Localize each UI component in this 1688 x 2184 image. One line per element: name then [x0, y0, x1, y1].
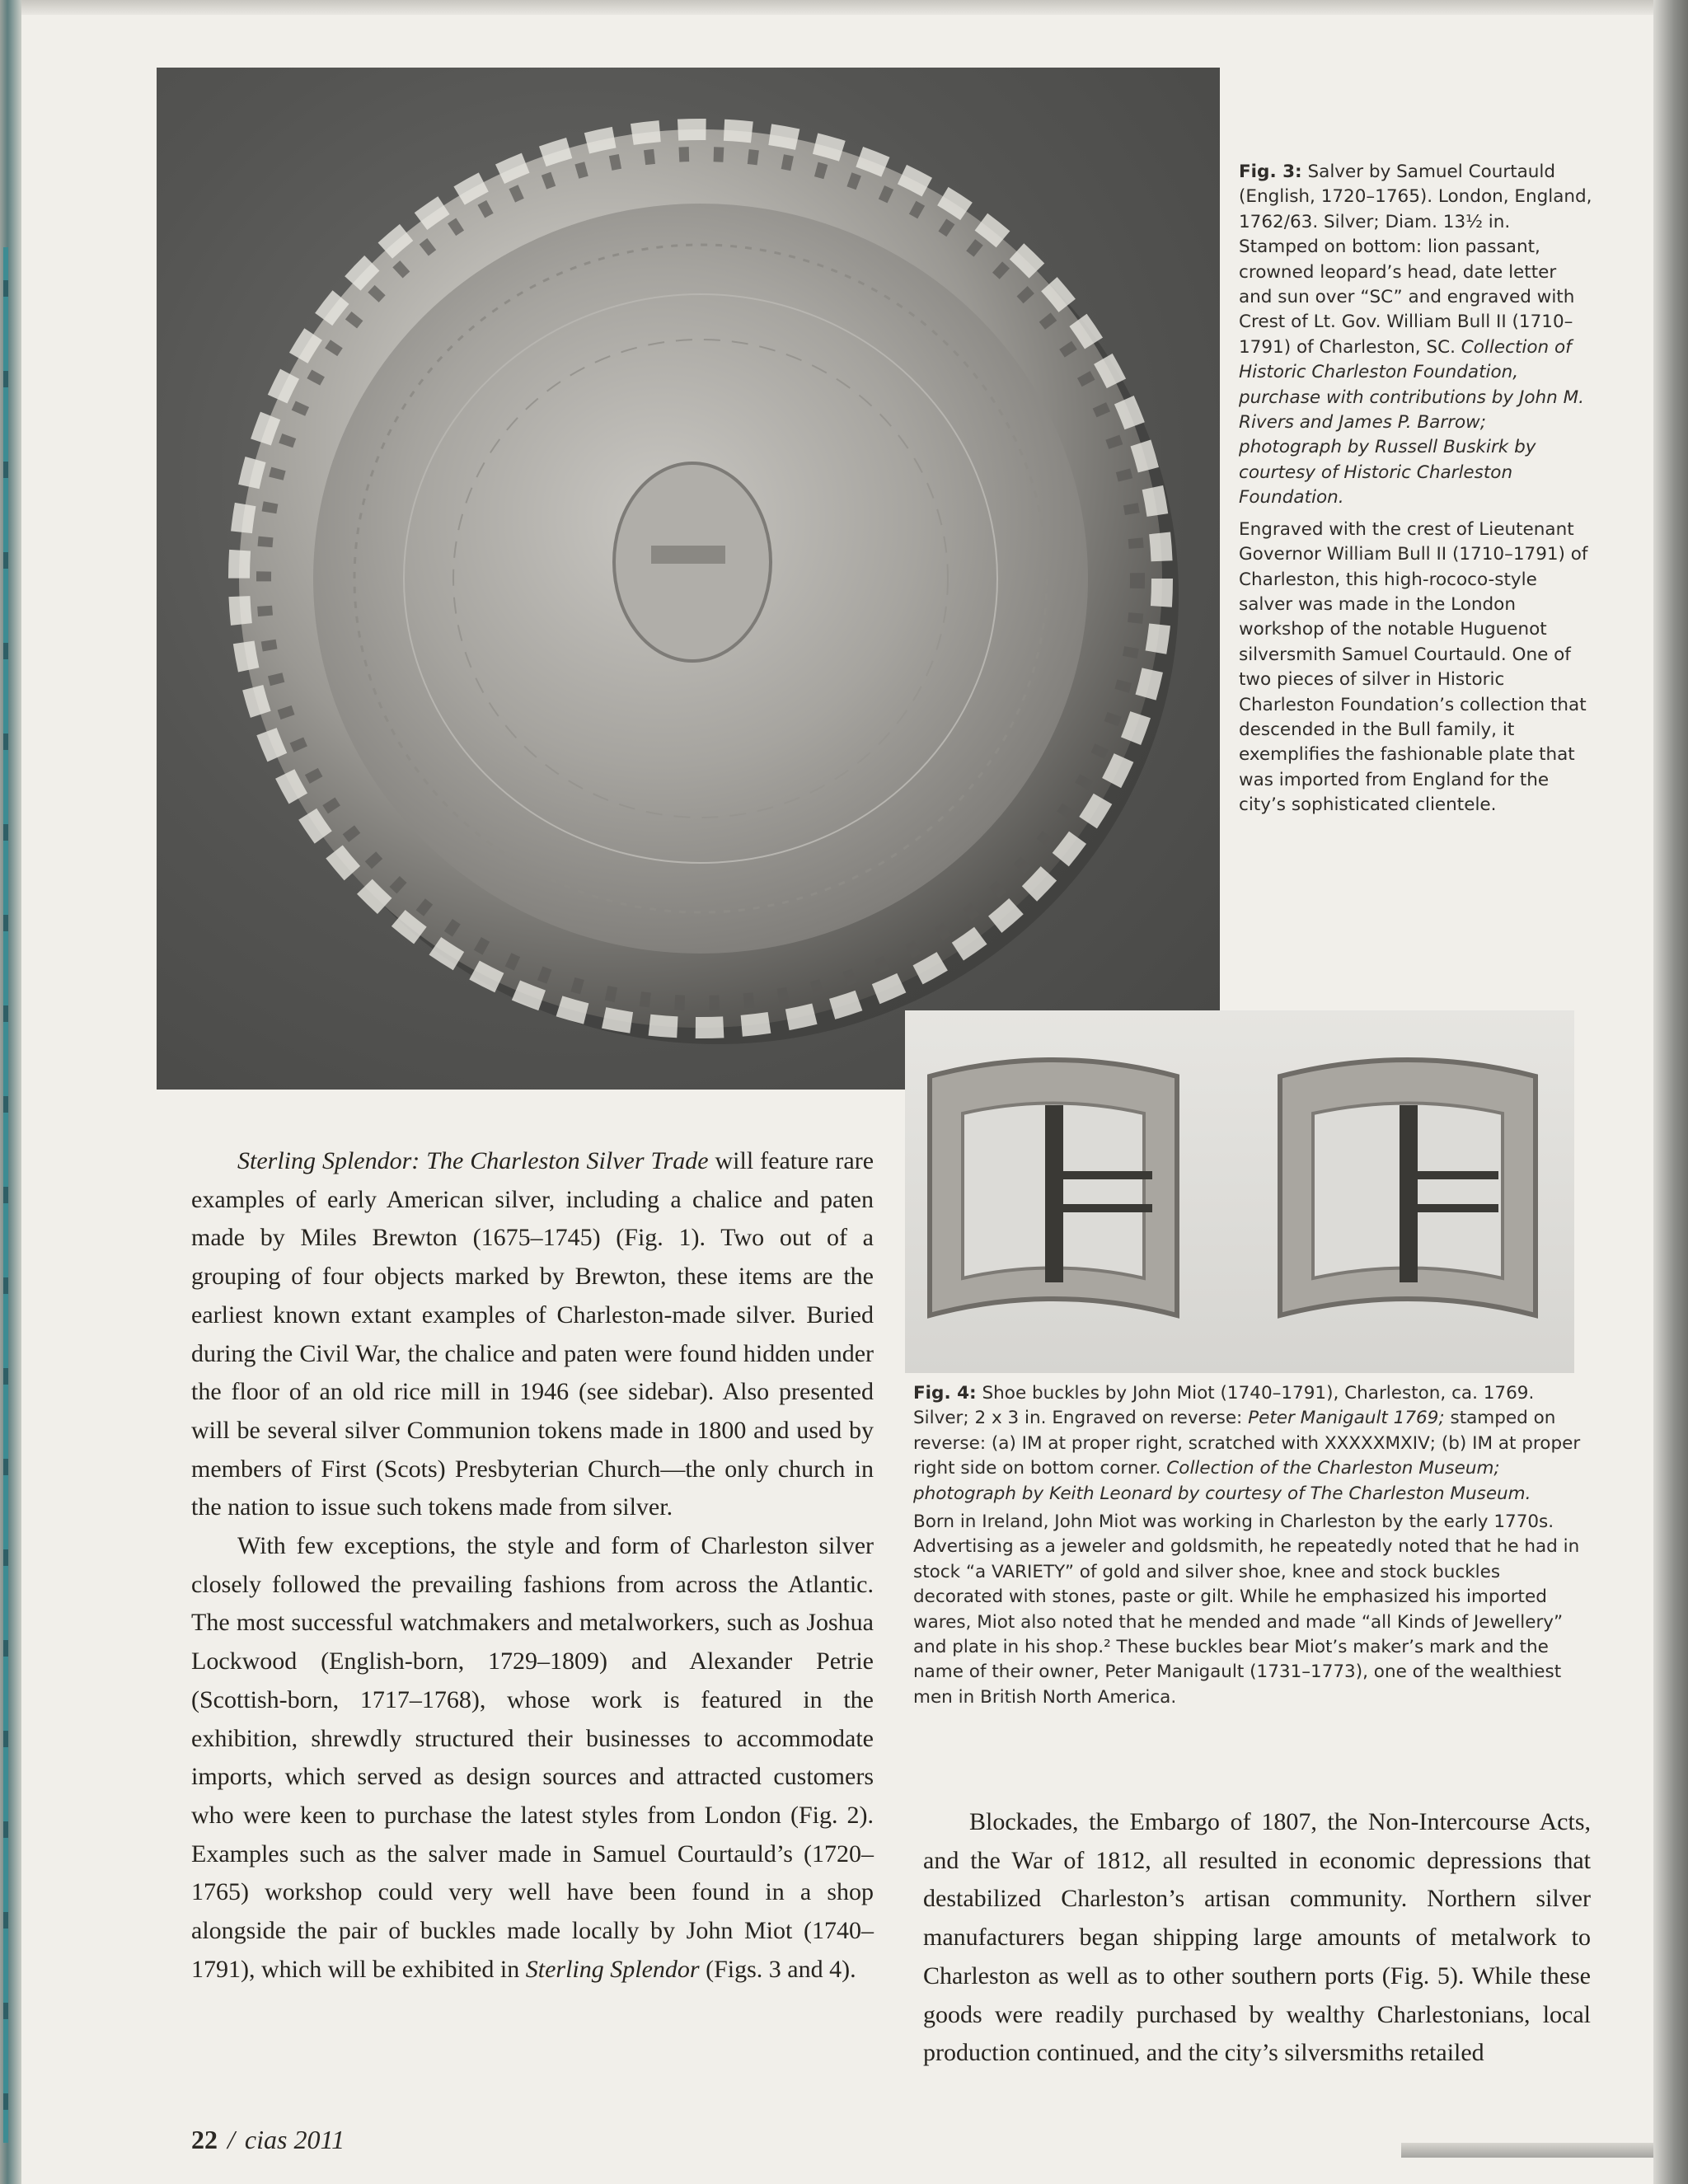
scan-edge-right: [1653, 0, 1688, 2184]
page-number: 22: [191, 2125, 218, 2154]
body-paragraph-2-text: With few exceptions, the style and form of Charleston silver closely followed the prevailing fashions from across the Atlantic. The most successful watchmakers and metalworkers, such as Joshua Lockwood (English-born, 1729–1809) and Alexander Petrie (Scottish-born, 1717–1768), whose work is featured in the exhibition, shrewdly structured their businesses to accommodate imports, which served as design sources and attracted customers who were keen to purchase the latest styles from London (Fig. 2). Examples such as the salver made in Samuel Courtauld’s (1720–1765) workshop could very well have been found in a shop alongside the pair of buckles made locally by John Miot (1740–1791), which will be exhibited in: [191, 1532, 874, 1983]
fig4-description: Born in Ireland, John Miot was working in Charleston by the early 1770s. Advertising as a jeweler and goldsmith, he repeatedly noted that he had in stock “a VARIETY” of gold and silver shoe, knee and stock buckles decorated with stones, paste or gilt. While he emphasized his imported wares, Miot also noted that he mended and made “all Kinds of Jewellery” and plate in his shop.² These buckles bear Miot’s maker’s mark and the name of their owner, Peter Manigault (1731–1773), one of the wealthiest men in British North America.: [913, 1511, 1580, 1708]
fig4-credit-text-2: stamped on reverse: (a) IM at proper right, scratched with XXXXXMXIV; (b) IM at proper right side on bottom corner.: [913, 1408, 1581, 1479]
body-paragraph-2-end: (Figs. 3 and 4).: [706, 1955, 856, 1983]
buckle-right: [1280, 1060, 1536, 1315]
scan-edge-top: [21, 0, 1653, 15]
body-paragraph-3: Blockades, the Embargo of 1807, the Non-Intercourse Acts, and the War of 1812, all resulted in economic depressions that destabilized Charleston’s artisan community. Northern silver manufacturers began shipping large amounts of metalwork to Charleston as well as to other southern ports (Fig. 5). While these goods were readily purchased by wealthy Charlestonians, local production continued, and the city’s silversmiths retailed: [923, 1808, 1591, 2067]
fig4-credit-text-1: Shoe buckles by John Miot (1740–1791), Charleston, ca. 1769. Silver; 2 x 3 in. Engraved on reverse:: [913, 1383, 1535, 1429]
scan-edge-left: [0, 0, 21, 2184]
exhibition-title: Sterling Splendor: The Charleston Silver Trade: [237, 1147, 709, 1174]
fig3-credit-collection: Collection of Historic Charleston Foundation, purchase with contributions by John M. Rivers and James P. Barrow; photograph by Russell Buskirk by courtesy of Historic Charleston Foundation.: [1239, 336, 1584, 509]
fig3-description: Engraved with the crest of Lieutenant Governor William Bull II (1710–1791) of Charleston, this high-rococo-style salver was made in the London workshop of the notable Huguenot silversmith Samuel Courtauld. One of two pieces of silver in Historic Charleston Foundation’s collection that descended in the Bull family, it exemplifies the fashionable plate that was imported from England for the city’s sophisticated clientele.: [1239, 518, 1588, 816]
fig3-credit: [1239, 160, 1593, 511]
publication-name: cias 2011: [244, 2125, 345, 2154]
body-paragraph-1-text: will feature rare examples of early American silver, including a chalice and paten made by Miles Brewton (1675–1745) (Fig. 1). Two out of a grouping of four objects marked by Brewton, these items are the earliest known extant examples of Charleston-made silver. Buried during the Civil War, the chalice and paten were found hidden under the floor of an old rice mill in 1946 (see sidebar). Also presented will be several silver Communion tokens made in 1800 and used by members of First (Scots) Presbyterian Church—the only church in the nation to issue such tokens made from silver.: [191, 1147, 874, 1521]
body-paragraph-1: [191, 1142, 874, 1527]
body-paragraph-2: [191, 1527, 874, 1989]
fig4-caption: [913, 1381, 1589, 1710]
footer-separator: /: [227, 2125, 235, 2154]
salver-illustration: [157, 68, 1220, 1090]
buckles-photo: [905, 1010, 1574, 1373]
body-column-right: [923, 1803, 1591, 2073]
buckle-left: [930, 1060, 1177, 1315]
fig4-credit-collection: Collection of the Charleston Museum; photograph by Keith Leonard by courtesy of The Charleston Museum.: [913, 1458, 1531, 1504]
fig4-credit: [913, 1381, 1589, 1507]
buckles-illustration: [905, 1010, 1574, 1373]
salver-photo: [157, 68, 1220, 1090]
fig3-credit-text: Salver by Samuel Courtauld (English, 1720–1765). London, England, 1762/63. Silver; Diam. 13½ in. Stamped on bottom: lion passant, crowned leopard’s head, date letter and sun over “SC” and engraved with Crest of Lt. Gov. William Bull II (1710–1791) of Charleston, SC.: [1239, 162, 1592, 358]
fig3-caption: [1239, 160, 1593, 818]
body-column-left: [191, 1142, 874, 1989]
fig3-label: Fig. 3:: [1239, 162, 1302, 182]
exhibition-title-short: Sterling Splendor: [525, 1955, 700, 1983]
scan-edge-bottom: [1401, 2143, 1653, 2158]
page-footer: [191, 2125, 345, 2155]
fig4-credit-inscription: Peter Manigault 1769;: [1248, 1408, 1445, 1429]
fig4-label: Fig. 4:: [913, 1383, 977, 1404]
scan-edge-stripe: [3, 247, 8, 2143]
